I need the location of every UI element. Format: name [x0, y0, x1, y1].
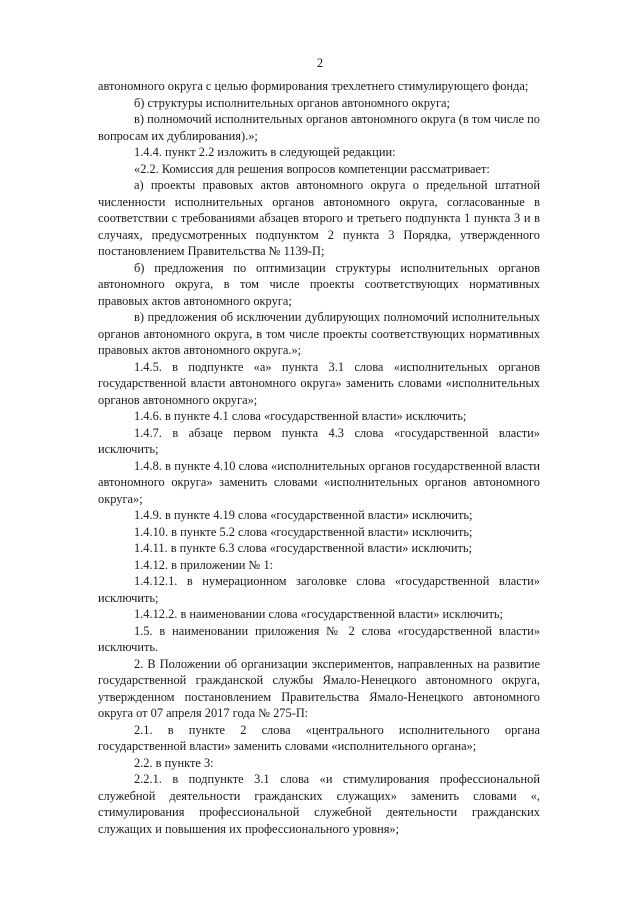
paragraph: б) предложения по оптимизации структуры исполнительных органов автономного округа, в том числе проекты соответствующих нормативных правовых актов автономного округа; [98, 260, 540, 308]
paragraph: 2.1. в пункте 2 слова «центрального исполнительного органа государственной власти» заменить словами «исполнительного органа»; [98, 722, 540, 753]
paragraph: 2.2.1. в подпункте 3.1 слова «и стимулирования профессиональной служебной деятельности гражданских служащих» заменить словами «, стимулирования профессиональной служебной деятельности гражданских служащих и повышения их профессионального уровня»; [98, 772, 540, 836]
paragraph: 1.4.7. в абзаце первом пункта 4.3 слова «государственной власти» исключить; [98, 425, 540, 456]
paragraph: а) проекты правовых актов автономного округа о предельной штатной численности исполнительных органов автономного округа, согласованные в соответствии с требованиями абзацев второго и третьего подпункта 1 пункта 3 и в случаях, предусмотренных подпунктом 2 пункта 3 Порядка, утвержденного постановлением Правительства № 1139-П; [98, 178, 540, 258]
paragraph: автономного округа с целью формирования трехлетнего стимулирующего фонда; [98, 79, 529, 93]
document-body [98, 78, 540, 837]
paragraph: «2.2. Комиссия для решения вопросов компетенции рассматривает: [134, 161, 490, 176]
paragraph: 2. В Положении об организации экспериментов, направленных на развитие государственной гражданской службы Ямало-Ненецкого автономного округа, утвержденном постановлением Правительства Ямало-Ненецкого автономного округа от 07 апреля 2017 года № 275-П: [98, 656, 540, 720]
paragraph: 1.4.10. в пункте 5.2 слова «государственной власти» исключить; [134, 524, 473, 539]
paragraph: 1.5. в наименовании приложения № 2 слова «государственной власти» исключить. [98, 623, 540, 654]
paragraph: 1.4.5. в подпункте «а» пункта 3.1 слова «исполнительных органов государственной власти автономного округа» заменить словами «исполнительных органов автономного округа»; [98, 359, 540, 407]
paragraph: 1.4.11. в пункте 6.3 слова «государственной власти» исключить; [134, 541, 473, 555]
paragraph: 1.4.12.2. в наименовании слова «государственной власти» исключить; [134, 607, 503, 621]
paragraph: б) структуры исполнительных органов автономного округа; [134, 95, 451, 110]
paragraph: в) предложения об исключении дублирующих полномочий исполнительных органов автономного округа, в том числе проекты соответствующих нормативных правовых актов автономного округа.»; [98, 310, 540, 357]
page-number: 2 [316, 56, 324, 70]
paragraph: 1.4.9. в пункте 4.19 слова «государственной власти» исключить; [134, 508, 473, 522]
paragraph: 1.4.4. пункт 2.2 изложить в следующей редакции: [134, 145, 396, 159]
paragraph: 2.2. в пункте 3: [134, 755, 214, 770]
paragraph: 1.4.12.1. в нумерационном заголовке слова «государственной власти» исключить; [98, 574, 540, 605]
paragraph: 1.4.6. в пункте 4.1 слова «государственной власти» исключить; [134, 409, 467, 423]
paragraph: в) полномочий исполнительных органов автономного округа (в том числе по вопросам их дублирования).»; [98, 112, 540, 143]
paragraph: 1.4.8. в пункте 4.10 слова «исполнительных органов государственной власти автономного округа» заменить словами «исполнительных органов автономного округа»; [98, 458, 540, 506]
paragraph: 1.4.12. в приложении № 1: [134, 557, 274, 572]
